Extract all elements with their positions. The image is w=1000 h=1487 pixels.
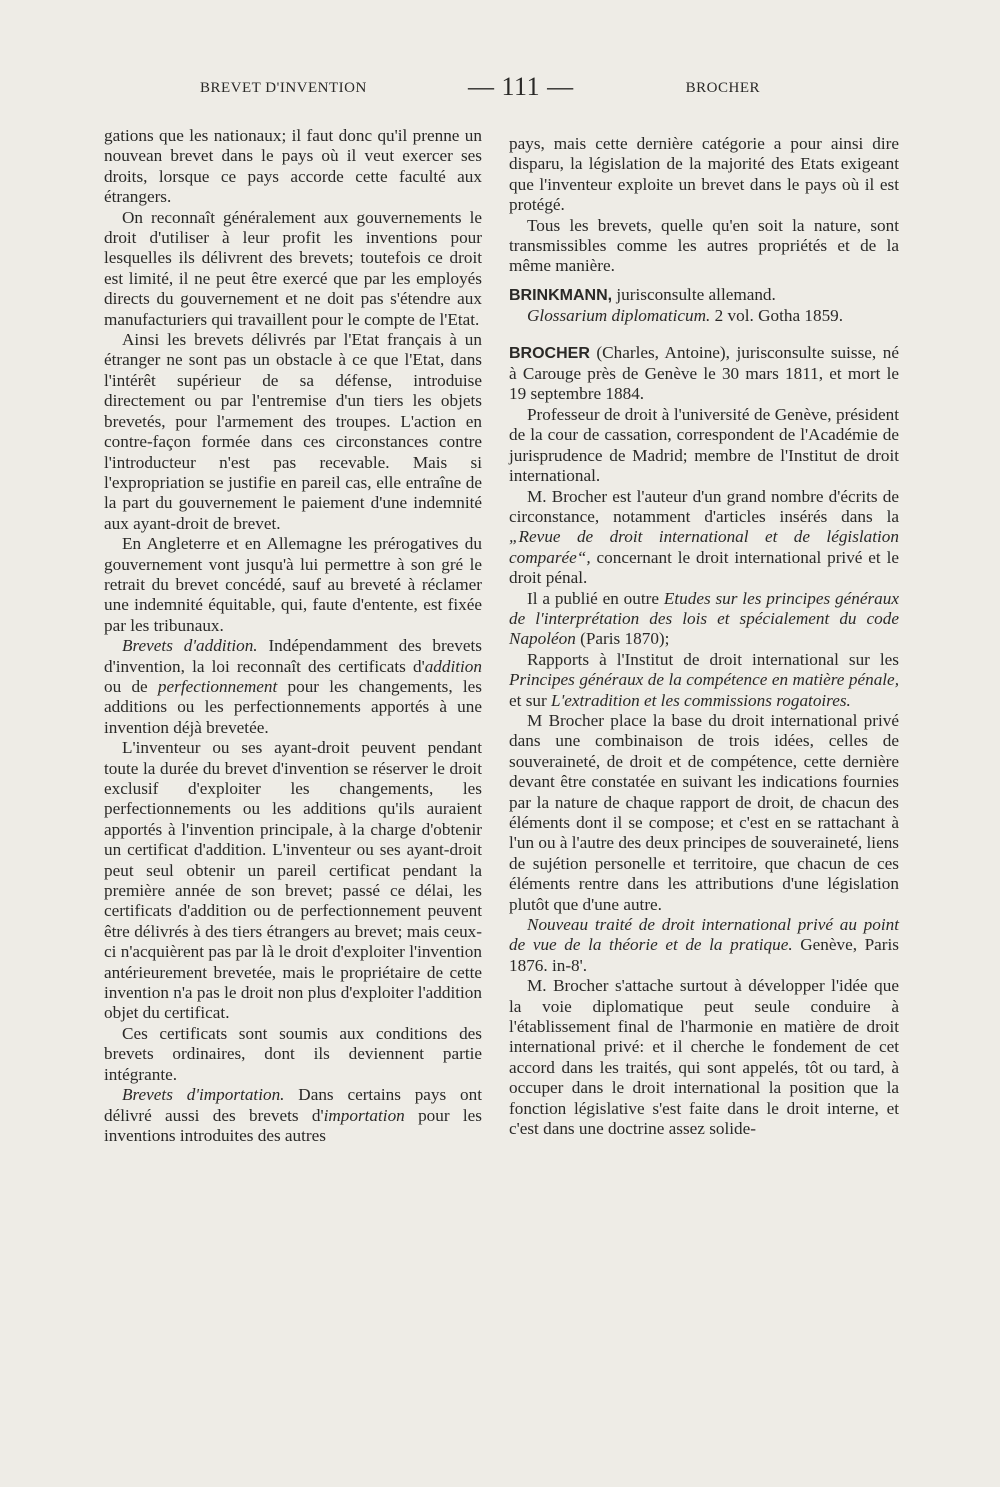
italic-term: importation bbox=[323, 1105, 405, 1125]
left-column bbox=[104, 126, 482, 1146]
paragraph bbox=[104, 636, 482, 738]
paragraph: Tous les brevets, quelle qu'en soit la nature, sont transmissibles comme les autres propriétés et de la même manière. bbox=[509, 215, 899, 276]
paragraph: pays, mais cette dernière catégorie a pour ainsi dire disparu, la législation de la majorité des Etats exigeant que l'inventeur exploite un brevet dans le pays où il est protégé. bbox=[509, 134, 899, 215]
text-run: Indépendamment des brevets d'invention, la loi reconnaît des certificats d' bbox=[104, 636, 482, 676]
text-run: et sur bbox=[509, 690, 552, 710]
section-heading: Brevets d'importation. bbox=[122, 1085, 285, 1105]
paragraph: M Brocher place la base du droit international privé dans une combinaison de trois idées, celles de souveraineté, de droit et de compétence, cette dernière devant être constatée en suivant les indications fournies par la nature de chaque rapport de droit, de chacun des éléments dont il se compose; et c'est en se rattachant à l'un ou à l'autre des deux principes de souveraineté, liens de sujétion personelle et territoire, que chacun de ces éléments rentre dans les attributions d'une législation plutôt que d'une autre. bbox=[509, 710, 899, 914]
header-right-title: BROCHER bbox=[685, 80, 760, 96]
work-title: L'extradition et les commissions rogatoires. bbox=[551, 690, 851, 710]
work-title: „Revue de droit international et de législation comparée“, bbox=[509, 527, 899, 567]
page-number: — 111 — bbox=[468, 72, 574, 101]
entry-name: BROCHER bbox=[509, 344, 590, 362]
paragraph: Ces certificats sont soumis aux conditions des brevets ordinaires, dont ils deviennent partie intégrante. bbox=[104, 1023, 482, 1084]
paragraph bbox=[509, 306, 899, 326]
italic-term: addition bbox=[424, 656, 482, 676]
paragraph: L'inventeur ou ses ayant-droit peuvent pendant toute la durée du brevet d'invention se réserver le droit exclusif d'exploiter les changements, les perfectionnements ou les additions qu'ils auraient apportés à l'invention principale, à la charge d'obtenir un certificat d'addition. L'inventeur ou ses ayant-droit peut seul obtenir un pareil certificat pendant la première année de son brevet; passé ce délai, les certificats d'addition ou de perfectionnement peuvent être délivrés à des tiers étrangers au brevet; mais ceux-ci n'acquièrent pas par là le droit d'exploiter l'invention antérieurement brevetée, mais le propriétaire de cette invention n'a pas le droit non plus d'exploiter l'addition objet du certificat. bbox=[104, 738, 482, 1023]
italic-term: perfectionnement bbox=[157, 676, 278, 696]
text-run: jurisconsulte allemand. bbox=[612, 284, 776, 304]
work-title: Glossarium diplomaticum. bbox=[527, 306, 711, 326]
paragraph: Ainsi les brevets délivrés par l'Etat français à un étranger ne sont pas un obstacle à ce que l'Etat, dans l'intérêt supérieur de sa défense, introduise directement ou par l'entremise d'un tiers les objets brevetés, pour l'armement des troupes. L'action en contre-façon formée dans ces circonstances contre l'introducteur n'est pas recevable. Mais si l'expropriation se justifie en pareil cas, elle entraîne de la part du gouvernement le paiement d'une indemnité aux ayant-droit de brevet. bbox=[104, 330, 482, 533]
text-run: Genève, Paris 1876. in-8'. bbox=[509, 935, 899, 975]
right-column bbox=[509, 134, 899, 1140]
paragraph bbox=[509, 915, 899, 976]
text-run: (Paris 1870); bbox=[575, 629, 670, 649]
paragraph: On reconnaît généralement aux gouvernements le droit d'utiliser à leur profit les inventions pour lesquelles ils délivrent des brevets; toutefois ce droit est limité, il ne peut être exercé que par les employés directs du gouvernement et ne doit pas s'étendre aux manufacturiers qui travaillent pour le compte de l'Etat. bbox=[104, 207, 482, 329]
paragraph: En Angleterre et en Allemagne les prérogatives du gouvernement vont jusqu'à lui permettre à son gré le retrait du brevet concédé, sauf au breveté à réclamer une indemnité équitable, qui, faute d'entente, est fixée par les tribunaux. bbox=[104, 534, 482, 635]
text-run: M. Brocher est l'auteur d'un grand nombre d'écrits de circonstance, notamment d'articles insérés dans la bbox=[509, 486, 899, 526]
paragraph bbox=[509, 650, 899, 711]
paragraph bbox=[509, 487, 899, 589]
text-run: Dans certains pays ont délivré aussi des brevets d' bbox=[104, 1085, 483, 1125]
work-title: Nouveau traité de droit international privé au point de vue de la théorie et de la pratique. bbox=[509, 915, 899, 955]
work-title: Principes généraux de la compétence en matière pénale, bbox=[509, 670, 899, 690]
section-heading: Brevets d'addition. bbox=[122, 636, 258, 656]
text-run: Il a publié en outre bbox=[527, 588, 664, 608]
header-left-title: BREVET D'INVENTION bbox=[200, 80, 367, 96]
paragraph bbox=[104, 1085, 482, 1146]
text-run: pour les changements, les additions ou les perfectionnements apportés à une invention déjà brevetée. bbox=[104, 676, 482, 737]
text-run: (Charles, Antoine), jurisconsulte suisse, né à Carouge près de Genève le 30 mars 1811, et mort le 19 septembre 1884. bbox=[509, 342, 899, 404]
text-run: concernant le droit international privé et le droit pénal. bbox=[509, 547, 899, 588]
paragraph: gations que les nationaux; il faut donc qu'il prenne un nouvean brevet dans le pays où il veut exercer ses droits, lorsque ce pays accorde cette faculté aux étrangers. bbox=[104, 126, 482, 207]
text-run: Rapports à l'Institut de droit international sur les bbox=[527, 649, 899, 669]
running-header bbox=[200, 74, 760, 104]
text-run: pour les inventions introduites des autres bbox=[104, 1105, 482, 1145]
text-run: 2 vol. Gotha 1859. bbox=[710, 306, 844, 326]
work-title: Etudes sur les principes généraux de l'interprétation des lois et spécialement du code Napoléon bbox=[509, 588, 899, 649]
text-run: ou de bbox=[104, 676, 158, 696]
paragraph: M. Brocher s'attache surtout à développer l'idée que la voie diplomatique peut seule conduire à l'établissement final de l'harmonie en matière de droit international privé: et il cherche le fondement de cet accord dans les traités, qui sont appelés, tôt ou tard, à occuper dans le droit international la position que la fonction législative s'est faite dans le droit interne, et c'est dans une doctrine assez solide- bbox=[509, 976, 899, 1139]
entry-brocher bbox=[509, 343, 899, 405]
paragraph: Professeur de droit à l'université de Genève, président de la cour de cassation, correspondent de l'Académie de jurisprudence de Madrid; membre de l'Institut de droit international. bbox=[509, 404, 899, 486]
paragraph bbox=[509, 589, 899, 650]
entry-name: BRINKMANN, bbox=[509, 286, 613, 304]
entry-brinkmann bbox=[509, 285, 899, 306]
